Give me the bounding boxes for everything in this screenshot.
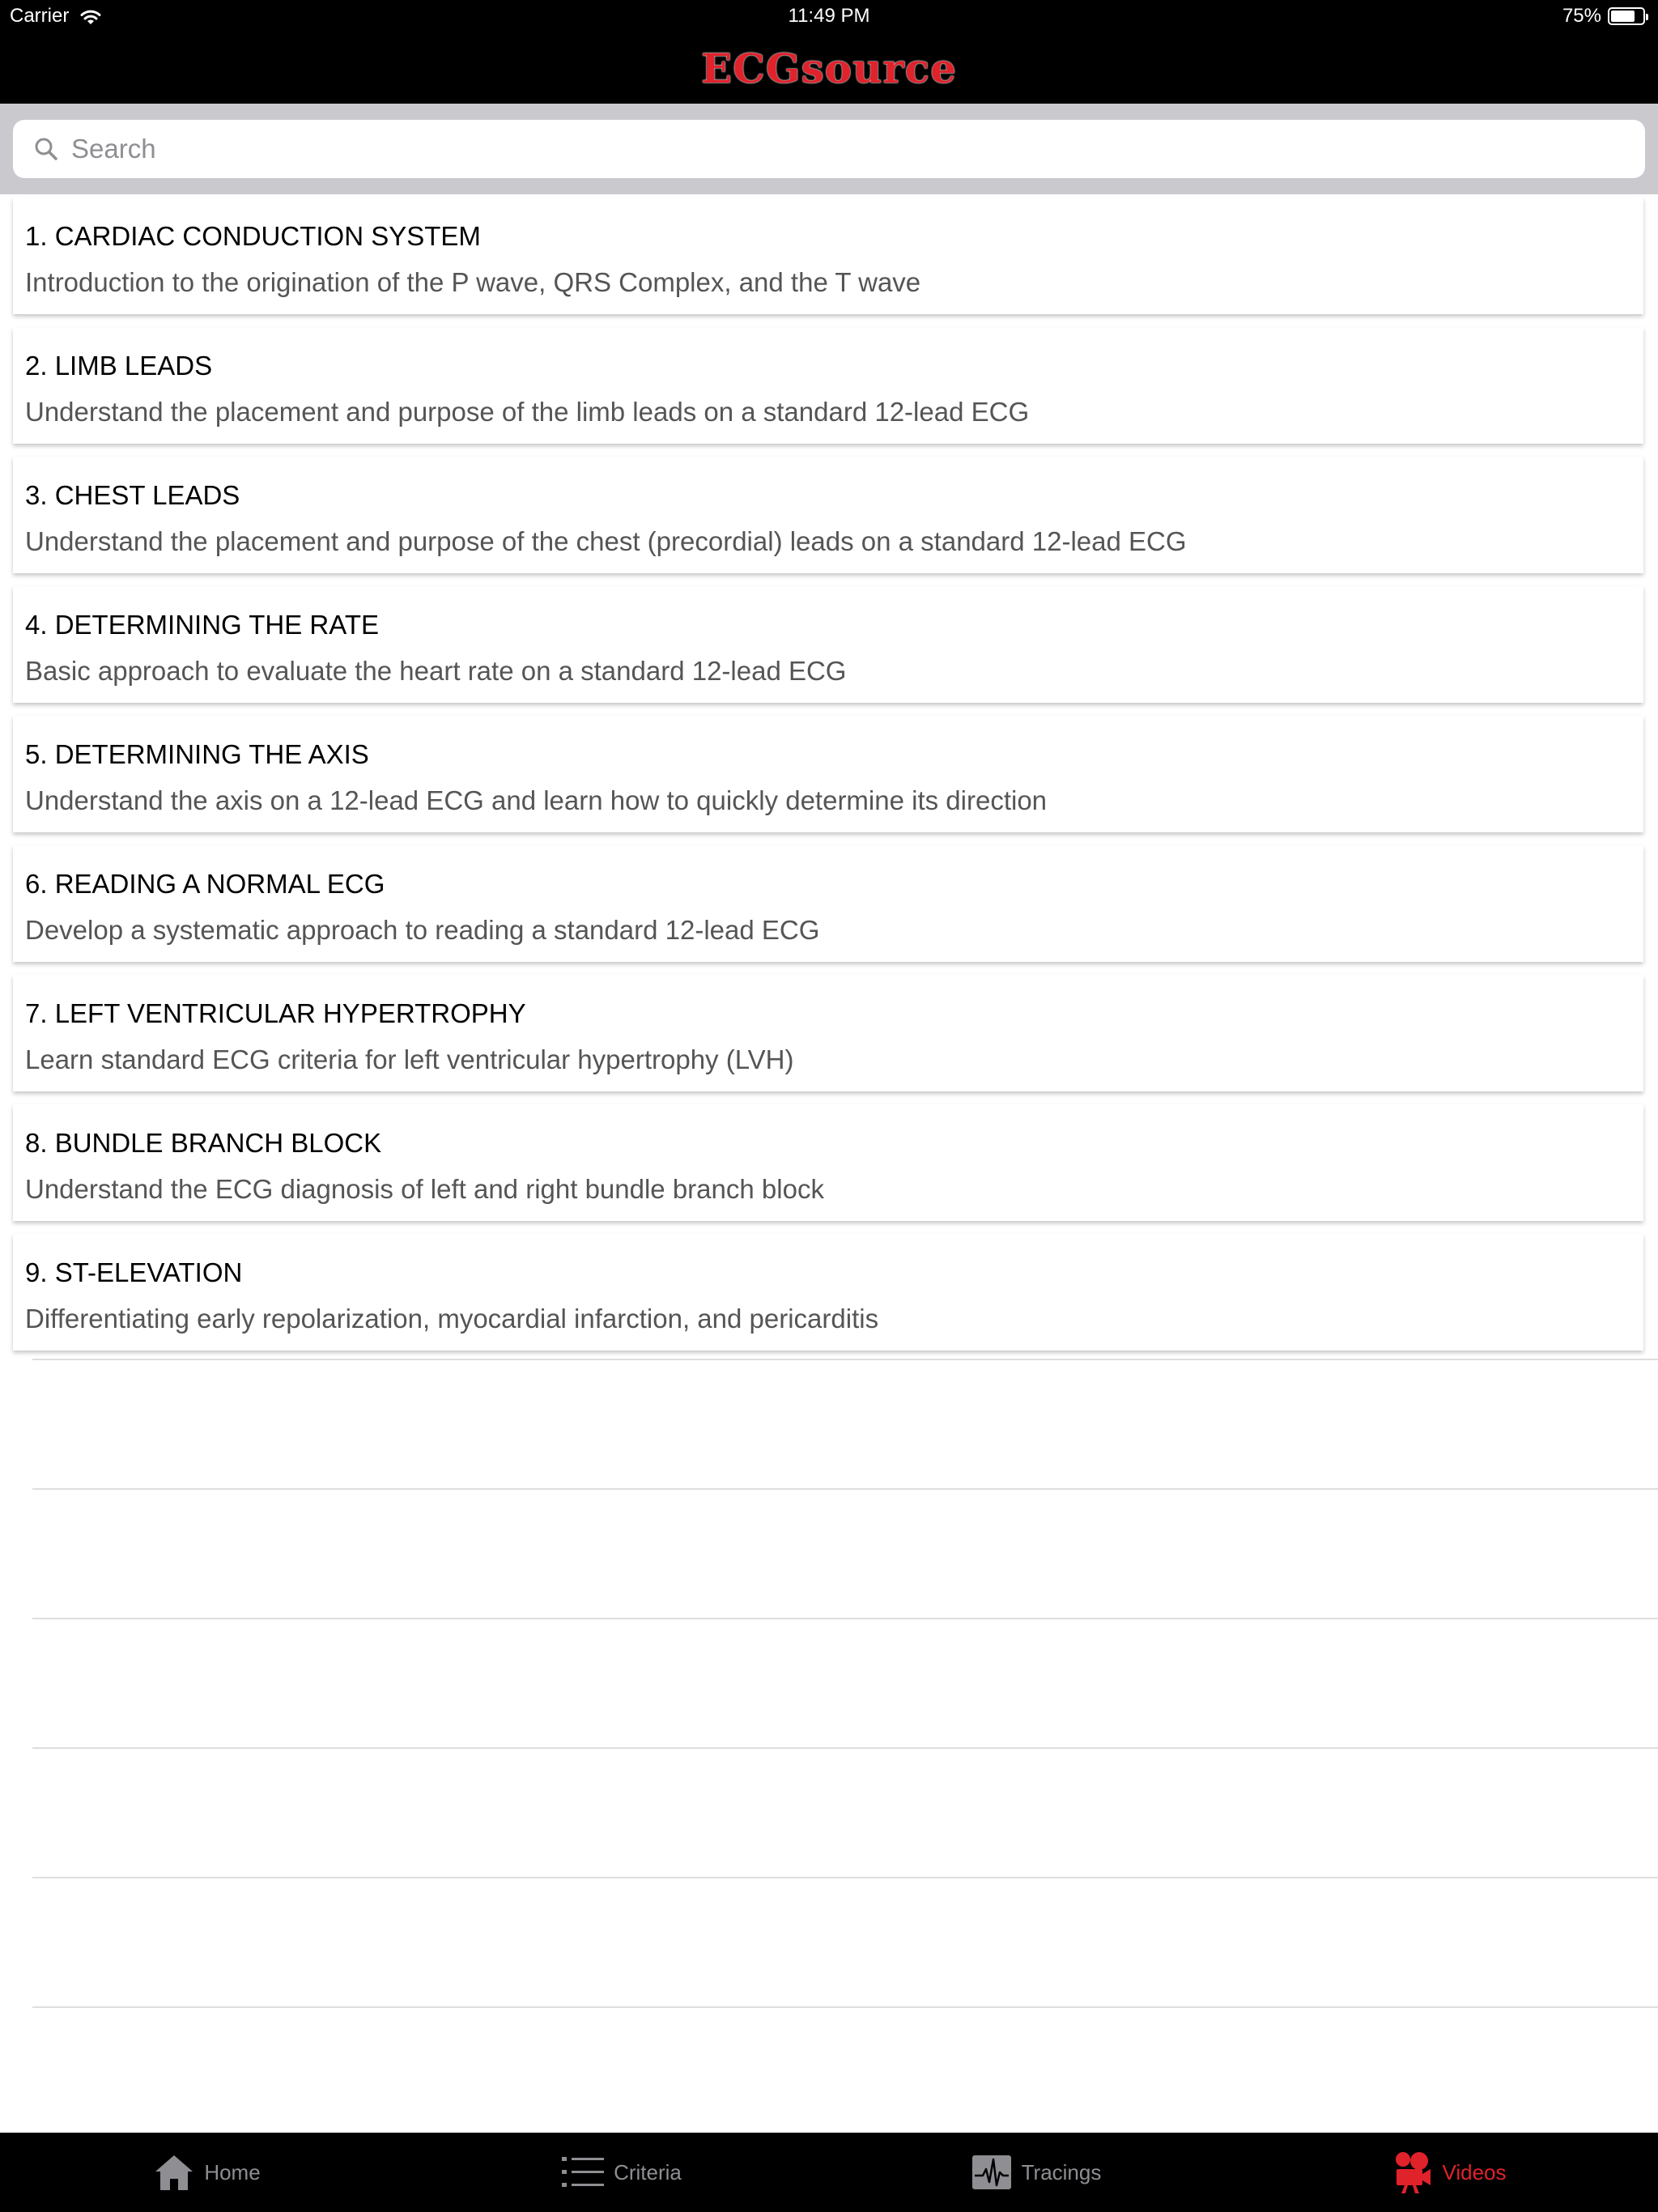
row-separator bbox=[32, 1488, 1658, 1490]
lesson-description: Develop a systematic approach to reading a standard 12-lead ECG bbox=[25, 915, 820, 945]
lesson-description: Understand the placement and purpose of the limb leads on a standard 12-lead ECG bbox=[25, 397, 1030, 427]
list-item[interactable] bbox=[13, 1104, 1643, 1221]
tab-label: Videos bbox=[1442, 2159, 1507, 2184]
row-separator bbox=[32, 2006, 1658, 2008]
carrier-label: Carrier bbox=[10, 5, 70, 27]
list-item[interactable] bbox=[13, 716, 1643, 832]
lesson-title: 9. ST-ELEVATION bbox=[25, 1257, 243, 1287]
lesson-description: Understand the ECG diagnosis of left and right bundle branch block bbox=[25, 1174, 824, 1204]
clock: 11:49 PM bbox=[788, 5, 870, 27]
list-item[interactable] bbox=[13, 586, 1643, 703]
lesson-title: 4. DETERMINING THE RATE bbox=[25, 610, 379, 640]
list-icon bbox=[562, 2155, 604, 2190]
lesson-description: Understand the axis on a 12-lead ECG and learn how to quickly determine its direction bbox=[25, 785, 1048, 815]
lesson-title: 6. READING A NORMAL ECG bbox=[25, 869, 385, 899]
lesson-title: 3. CHEST LEADS bbox=[25, 480, 240, 510]
tab-tracings[interactable] bbox=[829, 2133, 1244, 2212]
battery-level bbox=[1611, 11, 1635, 22]
battery-percent: 75% bbox=[1562, 5, 1601, 27]
row-separator bbox=[32, 1877, 1658, 1878]
search-field[interactable] bbox=[13, 120, 1645, 178]
search-input[interactable] bbox=[71, 134, 1645, 164]
tab-bar bbox=[0, 2133, 1658, 2212]
lesson-description: Basic approach to evaluate the heart rate on a standard 12-lead ECG bbox=[25, 656, 847, 686]
lesson-title: 2. LIMB LEADS bbox=[25, 351, 213, 381]
tab-label: Criteria bbox=[614, 2159, 682, 2184]
lesson-title: 5. DETERMINING THE AXIS bbox=[25, 739, 369, 769]
video-camera-icon bbox=[1395, 2151, 1432, 2193]
nav-bar bbox=[0, 32, 1658, 104]
lesson-title: 8. BUNDLE BRANCH BLOCK bbox=[25, 1128, 382, 1158]
lesson-description: Differentiating early repolarization, myocardial infarction, and pericarditis bbox=[25, 1304, 879, 1334]
lesson-title: 1. CARDIAC CONDUCTION SYSTEM bbox=[25, 221, 481, 251]
lesson-description: Learn standard ECG criteria for left ventricular hypertrophy (LVH) bbox=[25, 1044, 794, 1074]
status-bar bbox=[0, 0, 1658, 32]
list-item[interactable] bbox=[13, 327, 1643, 444]
list-item[interactable] bbox=[13, 975, 1643, 1091]
tab-criteria[interactable] bbox=[414, 2133, 829, 2212]
row-separator bbox=[32, 1618, 1658, 1619]
app-logo-title: ECGsource bbox=[700, 44, 958, 92]
lesson-title: 7. LEFT VENTRICULAR HYPERTROPHY bbox=[25, 998, 526, 1028]
list-item[interactable] bbox=[13, 198, 1643, 314]
search-icon bbox=[34, 137, 58, 161]
tab-videos[interactable] bbox=[1244, 2133, 1658, 2212]
row-separator bbox=[32, 1359, 1658, 1360]
row-separator bbox=[32, 1747, 1658, 1749]
lesson-description: Understand the placement and purpose of the chest (precordial) leads on a standard 12-lead ECG bbox=[25, 526, 1187, 556]
battery-group bbox=[1562, 5, 1645, 28]
tab-label: Tracings bbox=[1021, 2159, 1102, 2184]
list-item[interactable] bbox=[13, 457, 1643, 573]
list-item[interactable] bbox=[13, 845, 1643, 962]
list-item[interactable] bbox=[13, 1234, 1643, 1351]
ecg-tracing-icon bbox=[971, 2155, 1012, 2190]
tab-home[interactable] bbox=[0, 2133, 414, 2212]
search-bar bbox=[0, 104, 1658, 194]
lesson-description: Introduction to the origination of the P wave, QRS Complex, and the T wave bbox=[25, 267, 921, 297]
tab-label: Home bbox=[204, 2159, 261, 2184]
battery-icon bbox=[1608, 7, 1645, 25]
home-icon bbox=[154, 2153, 194, 2192]
